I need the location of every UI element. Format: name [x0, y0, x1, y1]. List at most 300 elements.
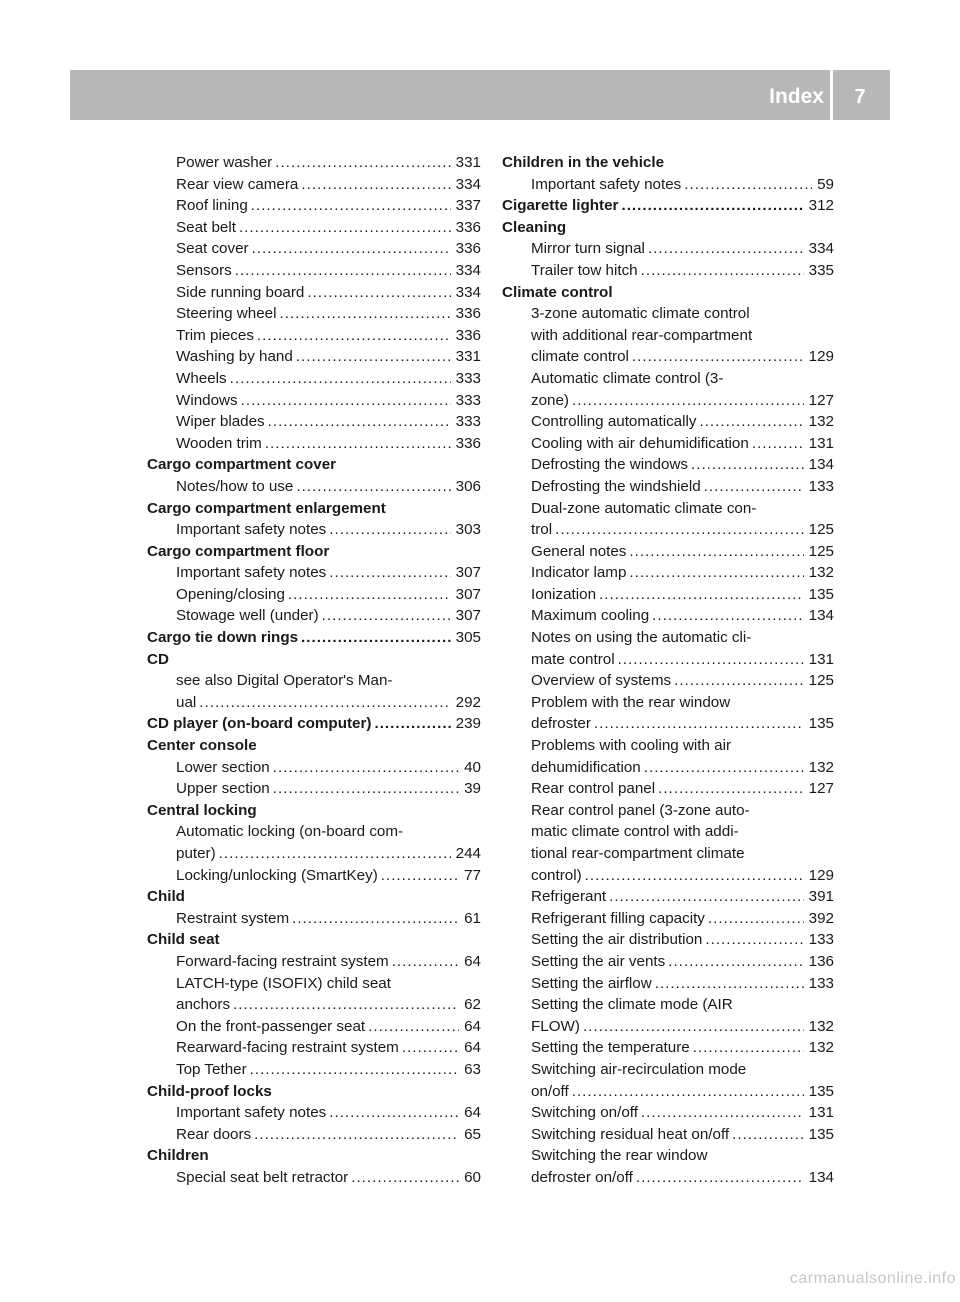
page-ref: 391: [808, 888, 834, 906]
index-entry: [502, 951, 834, 973]
index-entry: [502, 1081, 834, 1103]
page-ref: 127: [808, 780, 834, 798]
index-heading: [502, 195, 834, 217]
index-entry: [502, 843, 834, 865]
entry-text: Cargo compartment enlargement: [147, 499, 386, 517]
index-entry: [147, 994, 481, 1016]
dot-leader: [668, 951, 803, 973]
entry-text: Setting the air distribution: [531, 931, 703, 949]
entry-text: CD: [147, 650, 169, 668]
index-entry: [147, 476, 481, 498]
entry-text: tional rear-compartment climate: [531, 845, 745, 862]
index-entry: [502, 433, 834, 455]
entry-text: Switching residual heat on/off: [531, 1125, 730, 1143]
dot-leader: [251, 195, 451, 217]
dot-leader: [257, 325, 451, 347]
page-ref: 65: [464, 1125, 481, 1143]
index-entry: [147, 174, 481, 196]
entry-text: Indicator lamp: [531, 564, 627, 582]
page-ref: 336: [455, 240, 481, 258]
page-ref: 307: [455, 564, 481, 582]
page-ref: 39: [464, 780, 481, 798]
dot-leader: [273, 778, 459, 800]
dot-leader: [329, 519, 450, 541]
index-entry: [147, 778, 481, 800]
page-ref: 125: [808, 521, 834, 539]
entry-text: Important safety notes: [176, 1104, 327, 1122]
index-entry: [147, 368, 481, 390]
page-ref: 239: [455, 715, 481, 733]
index-entry: [147, 605, 481, 627]
index-entry: [502, 411, 834, 433]
entry-text: Trim pieces: [176, 326, 254, 344]
page-ref: 334: [455, 175, 481, 193]
page-ref: 64: [464, 1039, 481, 1057]
dot-leader: [658, 778, 804, 800]
page-ref: 135: [808, 1082, 834, 1100]
index-entry: [502, 627, 834, 649]
entry-text: Cargo compartment cover: [147, 456, 337, 474]
index-entry: [147, 821, 481, 843]
page-ref: 292: [455, 693, 481, 711]
entry-text: Rear control panel: [531, 780, 656, 798]
entry-text: Washing by hand: [176, 348, 293, 366]
page-ref: 307: [455, 585, 481, 603]
entry-text: Side running board: [176, 283, 305, 301]
entry-text: Notes on using the automatic cli-: [531, 629, 752, 647]
page-ref: 336: [455, 326, 481, 344]
index-entry: [502, 1059, 834, 1081]
dot-leader: [241, 390, 451, 412]
dot-leader: [230, 368, 451, 390]
index-entry: [502, 735, 834, 757]
dot-leader: [594, 713, 804, 735]
index-heading: [147, 498, 481, 520]
dot-leader: [199, 692, 450, 714]
page-ref: 333: [455, 369, 481, 387]
index-entry: [147, 411, 481, 433]
dot-leader: [254, 1124, 459, 1146]
page-ref: 132: [808, 1039, 834, 1057]
page-ref: 331: [455, 154, 481, 171]
dot-leader: [307, 282, 450, 304]
dot-leader: [219, 843, 451, 865]
entry-text: Wooden trim: [176, 434, 262, 452]
index-entry: [147, 1037, 481, 1059]
page-ref: 334: [808, 240, 834, 258]
index-entry: [147, 303, 481, 325]
index-entry: [502, 605, 834, 627]
index-entry: [502, 174, 834, 196]
index-entry: [147, 195, 481, 217]
index-entry: [147, 1102, 481, 1124]
dot-leader: [368, 1016, 459, 1038]
index-entry: [502, 821, 834, 843]
page-ref: 135: [808, 715, 834, 733]
dot-leader: [233, 994, 459, 1016]
page-ref: 333: [455, 391, 481, 409]
entry-text: ual: [176, 693, 197, 711]
dot-leader: [732, 1124, 804, 1146]
page-ref: 64: [464, 1017, 481, 1035]
page-ref: 336: [455, 434, 481, 452]
page-ref: 307: [455, 607, 481, 625]
entry-text: Central locking: [147, 801, 257, 819]
page-ref: 131: [808, 650, 834, 668]
page-ref: 129: [808, 348, 834, 366]
entry-text: Wheels: [176, 369, 227, 387]
page-ref: 127: [808, 391, 834, 409]
dot-leader: [629, 562, 803, 584]
entry-text: Wiper blades: [176, 413, 265, 431]
dot-leader: [705, 929, 803, 951]
entry-text: Locking/unlocking (SmartKey): [176, 866, 378, 884]
entry-text: Seat belt: [176, 218, 236, 236]
entry-text: Important safety notes: [176, 564, 327, 582]
dot-leader: [572, 1081, 804, 1103]
index-entry: [147, 692, 481, 714]
index-heading: [502, 217, 834, 239]
index-entry: [147, 238, 481, 260]
dot-leader: [599, 584, 804, 606]
page-ref: 135: [808, 585, 834, 603]
dot-leader: [351, 1167, 459, 1189]
entry-text: Cargo tie down rings: [147, 629, 299, 647]
entry-text: Lower section: [176, 758, 270, 776]
entry-text: Defrosting the windows: [531, 456, 689, 474]
page-ref: 133: [808, 931, 834, 949]
entry-text: Steering wheel: [176, 305, 277, 323]
page-ref: 59: [817, 175, 834, 193]
index-entry: [502, 303, 834, 325]
entry-text: Maximum cooling: [531, 607, 650, 625]
entry-text: Child: [147, 888, 185, 906]
index-entry: [502, 368, 834, 390]
dot-leader: [555, 519, 804, 541]
dot-leader: [273, 757, 459, 779]
entry-text: Power washer: [176, 154, 273, 171]
index-heading: [502, 152, 834, 174]
index-entry: [502, 713, 834, 735]
index-entry: [147, 433, 481, 455]
index-entry: [502, 1102, 834, 1124]
index-entry: [147, 346, 481, 368]
page-ref: 62: [464, 996, 481, 1014]
entry-text: Ionization: [531, 585, 597, 603]
dot-leader: [301, 627, 451, 649]
dot-leader: [250, 1059, 459, 1081]
dot-leader: [641, 1102, 804, 1124]
index-heading: [147, 713, 481, 735]
index-entry: [502, 584, 834, 606]
index-heading: [147, 541, 481, 563]
entry-text: mate control: [531, 650, 615, 668]
dot-leader: [279, 303, 450, 325]
entry-text: trol: [531, 521, 553, 539]
page-ref: 63: [464, 1060, 481, 1078]
entry-text: Rear doors: [176, 1125, 252, 1143]
index-column-left: [147, 152, 481, 1189]
entry-text: Problem with the rear window: [531, 693, 731, 711]
entry-text: Children in the vehicle: [502, 154, 665, 171]
page-ref: 334: [455, 261, 481, 279]
index-entry: [147, 865, 481, 887]
header-divider: [830, 70, 833, 120]
index-entry: [502, 1037, 834, 1059]
dot-leader: [629, 541, 803, 563]
dot-leader: [583, 1016, 804, 1038]
dot-leader: [381, 865, 459, 887]
page-ref: 131: [808, 1104, 834, 1122]
entry-text: zone): [531, 391, 569, 409]
page-ref: 129: [808, 866, 834, 884]
index-heading: [147, 800, 481, 822]
entry-text: Cigarette lighter: [502, 197, 619, 215]
entry-text: with additional rear-compartment: [531, 326, 753, 344]
entry-text: Cleaning: [502, 218, 567, 236]
dot-leader: [402, 1037, 459, 1059]
index-heading: [147, 735, 481, 757]
entry-text: Climate control: [502, 283, 613, 301]
dot-leader: [691, 454, 804, 476]
entry-text: Trailer tow hitch: [531, 261, 638, 279]
page-ref: 134: [808, 456, 834, 474]
page-ref: 125: [808, 672, 834, 690]
index-entry: [147, 152, 481, 174]
entry-text: On the front-passenger seat: [176, 1017, 366, 1035]
entry-text: 3-zone automatic climate control: [531, 305, 750, 323]
index-entry: [502, 886, 834, 908]
page-ref: 337: [455, 197, 481, 215]
entry-text: on/off: [531, 1082, 569, 1100]
entry-text: Upper section: [176, 780, 270, 798]
page-ref: 333: [455, 413, 481, 431]
entry-text: Switching air-recirculation mode: [531, 1060, 747, 1078]
page-ref: 392: [808, 909, 834, 927]
entry-text: Mirror turn signal: [531, 240, 645, 258]
index-entry: [502, 238, 834, 260]
entry-text: Rear control panel (3-zone auto-: [531, 801, 750, 819]
page-ref: 331: [455, 348, 481, 366]
index-entry: [502, 325, 834, 347]
index-entry: [502, 1016, 834, 1038]
dot-leader: [392, 951, 459, 973]
index-entry: [502, 1145, 834, 1167]
dot-leader: [684, 174, 812, 196]
dot-leader: [644, 757, 804, 779]
index-entry: [502, 498, 834, 520]
index-entry: [147, 908, 481, 930]
entry-text: Switching the rear window: [531, 1147, 708, 1165]
entry-text: Refrigerant: [531, 888, 607, 906]
index-entry: [502, 973, 834, 995]
entry-text: Restraint system: [176, 909, 290, 927]
entry-text: puter): [176, 845, 216, 862]
entry-text: Children: [147, 1147, 209, 1165]
entry-text: Center console: [147, 737, 257, 755]
index-heading: [147, 1081, 481, 1103]
index-entry: [147, 390, 481, 412]
index-entry: [502, 260, 834, 282]
page-ref: 132: [808, 1017, 834, 1035]
entry-text: Dual-zone automatic climate con-: [531, 499, 757, 517]
entry-text: Rearward-facing restraint system: [176, 1039, 399, 1057]
dot-leader: [268, 411, 451, 433]
entry-text: CD player (on-board computer): [147, 715, 372, 733]
index-entry: [502, 778, 834, 800]
entry-text: dehumidification: [531, 758, 641, 776]
entry-text: Problems with cooling with air: [531, 737, 732, 755]
index-entry: [147, 562, 481, 584]
page-ref: 312: [808, 197, 834, 215]
dot-leader: [288, 584, 451, 606]
index-entry: [147, 217, 481, 239]
entry-text: Special seat belt retractor: [176, 1168, 349, 1186]
page-ref: 64: [464, 1104, 481, 1122]
entry-text: matic climate control with addi-: [531, 823, 739, 841]
index-entry: [502, 994, 834, 1016]
dot-leader: [374, 713, 450, 735]
index-entry: [147, 325, 481, 347]
entry-text: Windows: [176, 391, 238, 409]
dot-leader: [699, 411, 803, 433]
entry-text: Overview of systems: [531, 672, 672, 690]
entry-text: Cooling with air dehumidification: [531, 434, 749, 452]
index-entry: [502, 476, 834, 498]
entry-text: defroster on/off: [531, 1168, 633, 1186]
page-ref: 134: [808, 607, 834, 625]
page-ref: 134: [808, 1168, 834, 1186]
index-entry: [502, 692, 834, 714]
entry-text: LATCH-type (ISOFIX) child seat: [176, 974, 391, 992]
page-ref: 136: [808, 952, 834, 970]
page-ref: 336: [455, 218, 481, 236]
index-entry: [502, 346, 834, 368]
watermark: carmanualsonline.info: [789, 1270, 956, 1287]
index-heading: [147, 886, 481, 908]
page-ref: 131: [808, 434, 834, 452]
dot-leader: [708, 908, 804, 930]
page-number: 7: [854, 86, 866, 108]
entry-text: defroster: [531, 715, 591, 733]
index-entry: [502, 670, 834, 692]
entry-text: Roof lining: [176, 197, 248, 215]
dot-leader: [296, 476, 450, 498]
entry-text: Refrigerant filling capacity: [531, 909, 705, 927]
entry-text: climate control: [531, 348, 629, 366]
dot-leader: [572, 390, 804, 412]
entry-text: Top Tether: [176, 1060, 247, 1078]
dot-leader: [292, 908, 459, 930]
page-ref: 334: [455, 283, 481, 301]
index-entry: [147, 951, 481, 973]
index-entry: [502, 519, 834, 541]
entry-text: anchors: [176, 996, 231, 1014]
dot-leader: [235, 260, 451, 282]
dot-leader: [655, 973, 804, 995]
index-entry: [502, 390, 834, 412]
index-entry: [502, 1167, 834, 1189]
dot-leader: [275, 152, 450, 174]
index-entry: [147, 260, 481, 282]
index-entry: [502, 541, 834, 563]
index-entry: [502, 908, 834, 930]
dot-leader: [322, 605, 451, 627]
entry-text: Rear view camera: [176, 175, 299, 193]
entry-text: Opening/closing: [176, 585, 285, 603]
index-entry: [147, 1124, 481, 1146]
dot-leader: [252, 238, 451, 260]
dot-leader: [752, 433, 804, 455]
entry-text: Child-proof locks: [147, 1082, 272, 1100]
entry-text: Cargo compartment floor: [147, 542, 330, 560]
page-ref: 132: [808, 564, 834, 582]
entry-text: see also Digital Operator's Man-: [176, 672, 393, 690]
entry-text: Forward-facing restraint system: [176, 952, 389, 970]
index-entry: [147, 670, 481, 692]
page-ref: 132: [808, 413, 834, 431]
entry-text: Stowage well (under): [176, 607, 319, 625]
dot-leader: [674, 670, 804, 692]
entry-text: control): [531, 866, 582, 884]
page-ref: 64: [464, 952, 481, 970]
page-ref: 305: [455, 629, 481, 647]
dot-leader: [652, 605, 803, 627]
entry-text: Setting the air vents: [531, 952, 666, 970]
dot-leader: [301, 174, 450, 196]
entry-text: Notes/how to use: [176, 477, 294, 495]
index-heading: [147, 929, 481, 951]
dot-leader: [648, 238, 804, 260]
page-ref: 336: [455, 305, 481, 323]
dot-leader: [618, 649, 804, 671]
index-entry: [147, 1016, 481, 1038]
dot-leader: [704, 476, 804, 498]
page-ref: 133: [808, 477, 834, 495]
index-entry: [502, 865, 834, 887]
index-heading: [147, 627, 481, 649]
section-title: Index: [769, 85, 824, 108]
index-entry: [147, 1059, 481, 1081]
index-entry: [502, 1124, 834, 1146]
page-ref: 60: [464, 1168, 481, 1186]
entry-text: Important safety notes: [531, 175, 682, 193]
entry-text: Switching on/off: [531, 1104, 638, 1122]
page-ref: 303: [455, 521, 481, 539]
page-ref: 244: [455, 845, 481, 862]
page-ref: 132: [808, 758, 834, 776]
index-entry: [502, 454, 834, 476]
entry-text: Sensors: [176, 261, 232, 279]
entry-text: Defrosting the windshield: [531, 477, 701, 495]
entry-text: Setting the climate mode (AIR: [531, 996, 733, 1014]
index-entry: [147, 584, 481, 606]
index-entry: [147, 519, 481, 541]
entry-text: Seat cover: [176, 240, 249, 258]
dot-leader: [621, 195, 803, 217]
page-ref: 133: [808, 974, 834, 992]
dot-leader: [636, 1167, 804, 1189]
dot-leader: [329, 562, 450, 584]
dot-leader: [693, 1037, 804, 1059]
dot-leader: [296, 346, 451, 368]
entry-text: Child seat: [147, 931, 220, 949]
page-ref: 135: [808, 1125, 834, 1143]
index-column-right: [502, 152, 834, 1189]
entry-text: Automatic locking (on-board com-: [176, 823, 404, 841]
entry-text: Automatic climate control (3-: [531, 369, 724, 387]
entry-text: Important safety notes: [176, 521, 327, 539]
